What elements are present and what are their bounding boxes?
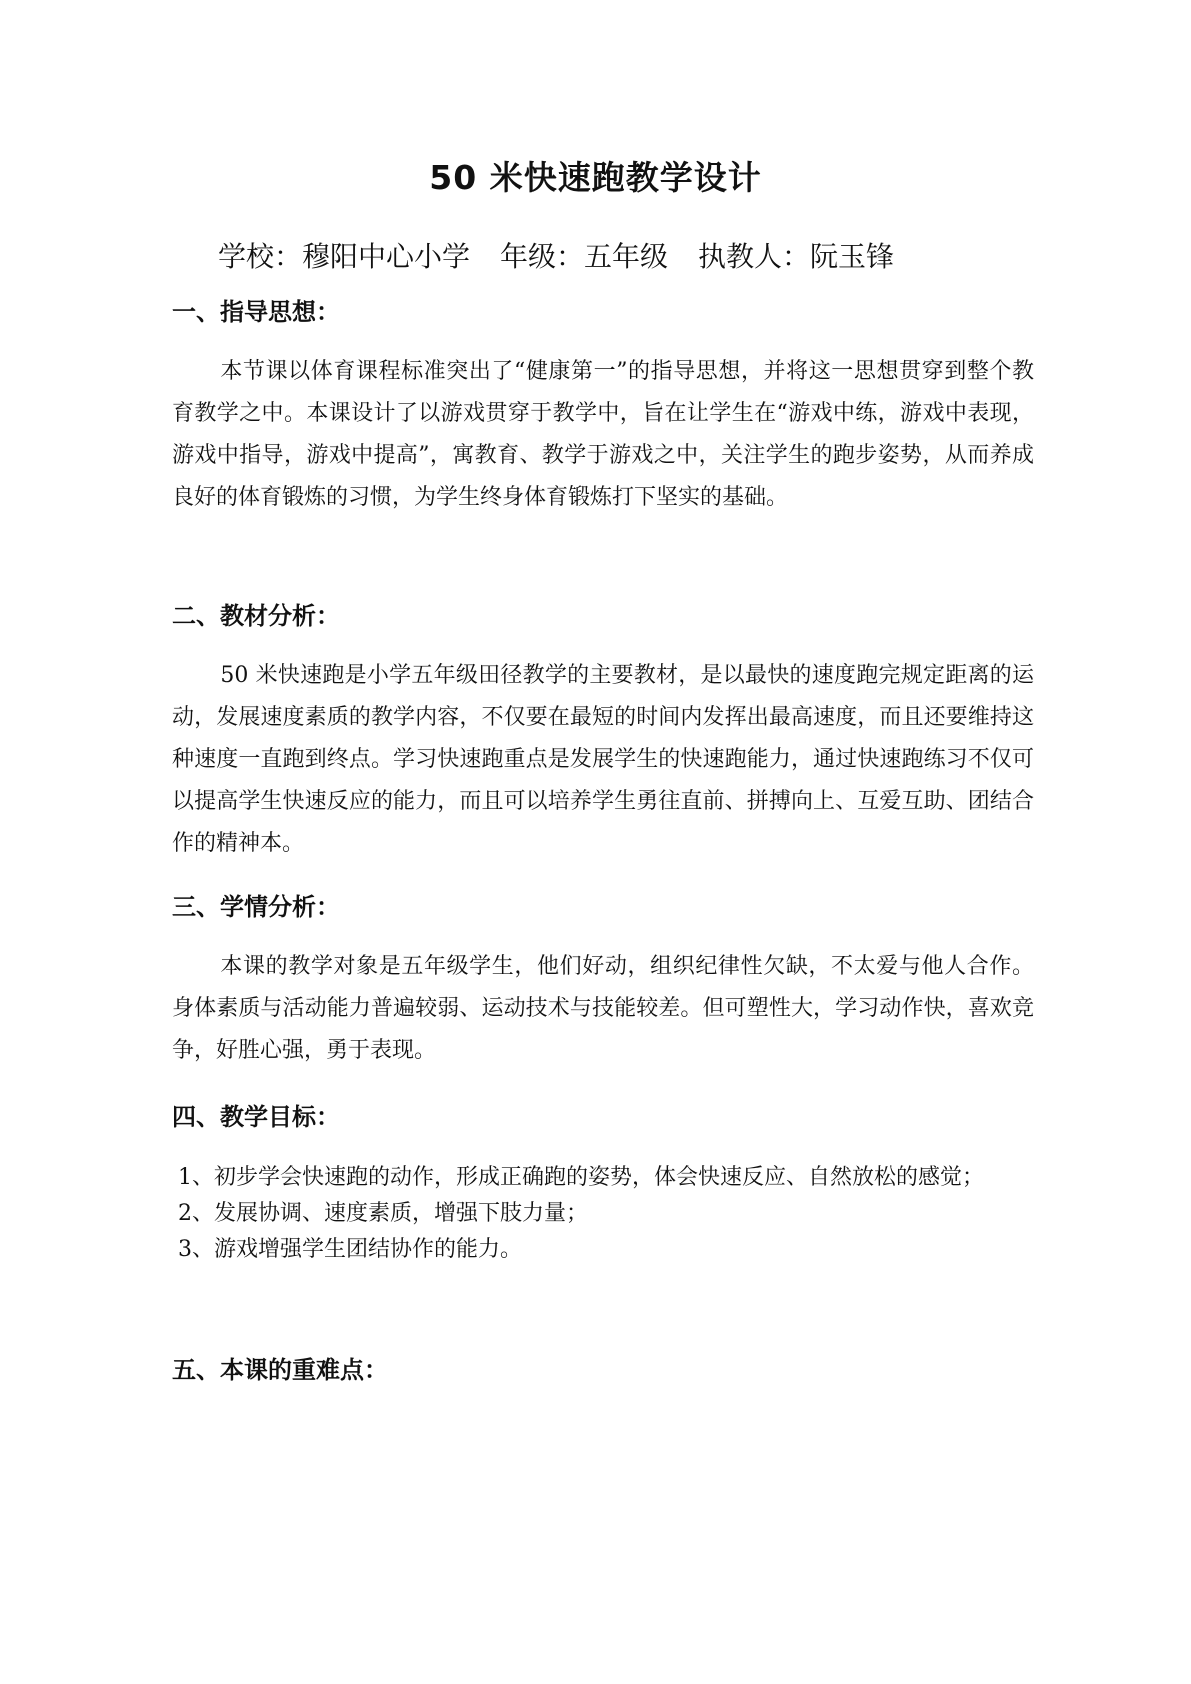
school-info: 学校：穆阳中心小学 — [218, 240, 471, 273]
teaching-goals-list — [178, 1160, 1018, 1268]
list-item: 3、游戏增强学生团结协作的能力。 — [178, 1237, 522, 1262]
section-heading-teaching-goals: 四、教学目标： — [172, 1103, 340, 1131]
section-heading-key-points: 五、本课的重难点： — [172, 1356, 388, 1384]
section-heading-material-analysis: 二、教材分析： — [172, 602, 340, 630]
teacher-info: 执教人：阮玉锋 — [698, 240, 895, 273]
section-body-student-analysis: 本课的教学对象是五年级学生，他们好动，组织纪律性欠缺，不太爱与他人合作。身体素质与活动能力普遍较弱、运动技术与技能较差。但可塑性大，学习动作快，喜欢竞争，好胜心强，勇于表现。 — [172, 954, 1034, 1063]
grade-info: 年级：五年级 — [500, 240, 669, 273]
section-heading-student-analysis: 三、学情分析： — [172, 893, 340, 921]
list-item: 1、初步学会快速跑的动作，形成正确跑的姿势，体会快速反应、自然放松的感觉； — [178, 1165, 984, 1190]
info-line — [218, 235, 894, 275]
list-item: 2、发展协调、速度素质，增强下肢力量； — [178, 1201, 588, 1226]
document-title: 50 米快速跑教学设计 — [429, 158, 762, 197]
section-heading-guiding-idea: 一、指导思想： — [172, 298, 340, 326]
section-body-guiding-idea: 本节课以体育课程标准突出了“健康第一”的指导思想，并将这一思想贯穿到整个教育教学之中。本课设计了以游戏贯穿于教学中，旨在让学生在“游戏中练，游戏中表现，游戏中指导，游戏中提高”，寓教育、教学于游戏之中，关注学生的跑步姿势，从而养成良好的体育锻炼的习惯，为学生终身体育锻炼打下坚实的基础。 — [172, 359, 1034, 510]
section-body-material-analysis: 50 米快速跑是小学五年级田径教学的主要教材，是以最快的速度跑完规定距离的运动，发展速度素质的教学内容，不仅要在最短的时间内发挥出最高速度，而且还要维持这种速度一直跑到终点。学习快速跑重点是发展学生的快速跑能力，通过快速跑练习不仅可以提高学生快速反应的能力，而且可以培养学生勇往直前、拼搏向上、互爱互助、团结合作的精神本。 — [172, 663, 1034, 856]
